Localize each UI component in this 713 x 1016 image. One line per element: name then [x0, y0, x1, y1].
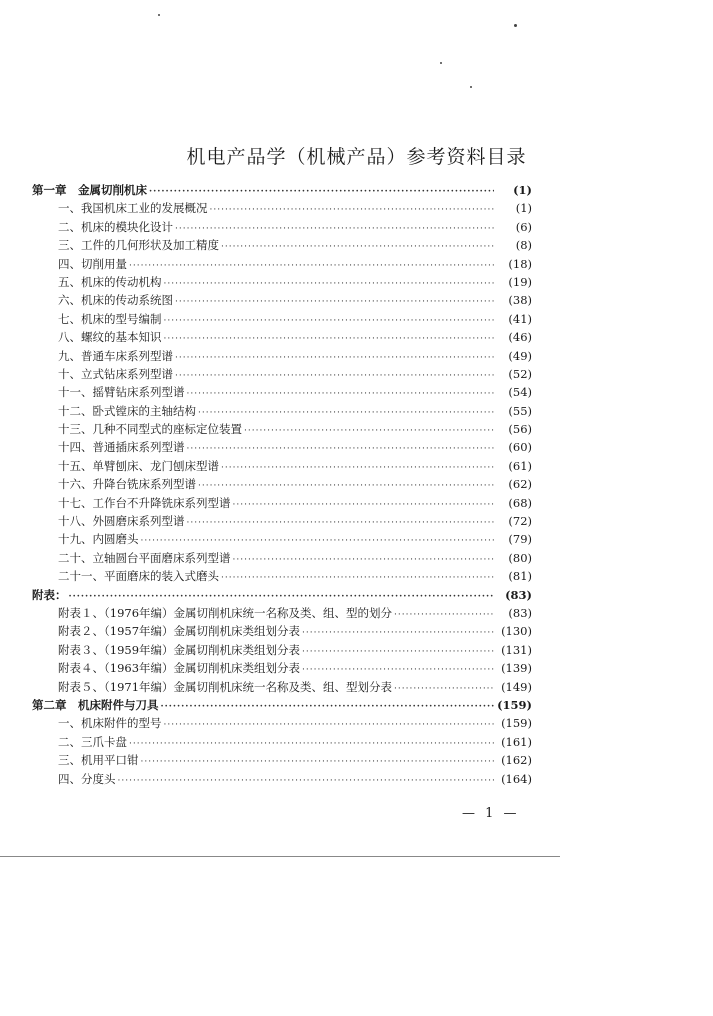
toc-entry-page: (72)	[508, 514, 532, 529]
toc-leader-dots	[221, 242, 494, 252]
page-title: 机电产品学（机械产品）参考资料目录	[186, 146, 527, 168]
toc-entry-page: (19)	[508, 274, 532, 289]
toc-entry	[32, 274, 532, 292]
toc-entry-page: (62)	[508, 477, 532, 492]
toc-entry	[32, 292, 532, 310]
toc-entry-label: 一、机床附件的型号	[58, 716, 162, 731]
toc-leader-dots	[175, 353, 494, 363]
toc-entry-page: (56)	[508, 422, 532, 437]
toc-entry-page: (49)	[508, 348, 532, 363]
table-of-contents	[32, 182, 532, 789]
toc-entry-label: 三、工件的几何形状及加工精度	[58, 238, 219, 253]
toc-entry-page: (46)	[508, 330, 532, 345]
toc-entry-label: 四、分度头	[58, 771, 116, 786]
toc-entry-page: (159)	[501, 716, 532, 731]
toc-entry-page: (159)	[497, 697, 532, 712]
page-number: — 1 —	[462, 806, 520, 821]
toc-entry	[32, 531, 532, 549]
toc-leader-dots	[394, 684, 494, 694]
toc-entry	[32, 587, 532, 605]
toc-entry-page: (83)	[508, 605, 532, 620]
toc-entry	[32, 439, 532, 457]
toc-entry-label: 二十、立轴圆台平面磨床系列型谱	[58, 550, 231, 565]
toc-leader-dots	[175, 297, 494, 307]
scan-speck	[470, 86, 472, 88]
toc-leader-dots	[118, 776, 495, 786]
toc-entry-page: (38)	[508, 293, 532, 308]
toc-leader-dots	[302, 665, 494, 675]
toc-entry-label: 二十一、平面磨床的装入式磨头	[58, 569, 219, 584]
toc-entry	[32, 752, 532, 770]
toc-entry	[32, 623, 532, 641]
toc-leader-dots	[302, 647, 494, 657]
toc-leader-dots	[69, 592, 495, 602]
toc-entry-label: 附表：	[32, 587, 67, 602]
toc-entry	[32, 182, 532, 200]
toc-leader-dots	[187, 518, 495, 528]
toc-entry	[32, 642, 532, 660]
toc-entry-label: 二、机床的模块化设计	[58, 219, 173, 234]
toc-leader-dots	[164, 334, 495, 344]
scan-speck	[514, 24, 517, 27]
toc-leader-dots	[210, 205, 495, 215]
toc-entry-label: 十一、摇臂钻床系列型谱	[58, 385, 185, 400]
toc-leader-dots	[198, 408, 494, 418]
toc-leader-dots	[233, 500, 495, 510]
toc-leader-dots	[187, 444, 495, 454]
toc-entry-page: (1)	[515, 201, 532, 216]
toc-entry	[32, 734, 532, 752]
toc-entry	[32, 237, 532, 255]
scan-speck	[440, 62, 442, 64]
toc-entry-page: (61)	[508, 458, 532, 473]
toc-entry-label: 附表４、（1963年编）金属切削机床类组划分表	[58, 661, 301, 676]
bottom-rule	[0, 856, 560, 857]
toc-entry-label: 第一章 金属切削机床	[32, 183, 147, 197]
toc-entry	[32, 715, 532, 733]
toc-entry	[32, 348, 532, 366]
toc-entry-page: (18)	[508, 256, 532, 271]
toc-entry-label: 十八、外圆磨床系列型谱	[58, 514, 185, 529]
toc-leader-dots	[175, 371, 494, 381]
toc-entry	[32, 384, 532, 402]
toc-leader-dots	[394, 610, 494, 620]
toc-entry	[32, 605, 532, 623]
toc-entry	[32, 329, 532, 347]
toc-leader-dots	[164, 720, 495, 730]
toc-entry-page: (164)	[501, 771, 532, 786]
toc-leader-dots	[175, 224, 494, 234]
toc-entry-page: (79)	[508, 532, 532, 547]
toc-entry-page: (139)	[501, 661, 532, 676]
toc-entry-label: 四、切削用量	[58, 256, 127, 271]
toc-entry	[32, 311, 532, 329]
toc-entry-label: 五、机床的传动机构	[58, 274, 162, 289]
toc-entry-page: (80)	[508, 550, 532, 565]
toc-entry-label: 二、三爪卡盘	[58, 734, 127, 749]
toc-leader-dots	[161, 702, 495, 712]
toc-entry-page: (54)	[508, 385, 532, 400]
toc-entry-label: 六、机床的传动系统图	[58, 293, 173, 308]
toc-entry	[32, 495, 532, 513]
toc-entry-page: (83)	[505, 587, 532, 602]
toc-entry	[32, 771, 532, 789]
toc-leader-dots	[187, 389, 495, 399]
toc-entry	[32, 458, 532, 476]
toc-leader-dots	[129, 739, 494, 749]
toc-leader-dots	[149, 187, 494, 197]
toc-entry-page: (55)	[508, 403, 532, 418]
toc-entry-page: (8)	[515, 238, 532, 253]
toc-entry-page: (60)	[508, 440, 532, 455]
toc-entry-label: 三、机用平口钳	[58, 753, 139, 768]
toc-entry	[32, 421, 532, 439]
toc-leader-dots	[221, 573, 494, 583]
toc-entry	[32, 697, 532, 715]
toc-entry-label: 十六、升降台铣床系列型谱	[58, 477, 196, 492]
toc-entry-page: (149)	[501, 679, 532, 694]
toc-entry-label: 八、螺纹的基本知识	[58, 330, 162, 345]
scan-speck	[158, 14, 160, 16]
toc-leader-dots	[233, 555, 495, 565]
toc-leader-dots	[244, 426, 494, 436]
toc-leader-dots	[141, 757, 495, 767]
toc-entry-label: 附表３、（1959年编）金属切削机床类组划分表	[58, 642, 301, 657]
toc-entry-page: (130)	[501, 624, 532, 639]
toc-leader-dots	[302, 628, 494, 638]
toc-entry	[32, 679, 532, 697]
toc-entry-page: (1)	[513, 183, 532, 197]
toc-entry-label: 十、立式钻床系列型谱	[58, 366, 173, 381]
toc-entry-page: (161)	[501, 734, 532, 749]
toc-entry-page: (162)	[501, 753, 532, 768]
toc-entry-label: 七、机床的型号编制	[58, 311, 162, 326]
toc-entry-page: (131)	[501, 642, 532, 657]
toc-leader-dots	[141, 536, 495, 546]
toc-entry-label: 附表１、（1976年编）金属切削机床统一名称及类、组、型的划分	[58, 605, 393, 620]
toc-leader-dots	[164, 279, 495, 289]
toc-entry	[32, 403, 532, 421]
toc-entry	[32, 513, 532, 531]
toc-leader-dots	[221, 463, 494, 473]
toc-entry-label: 十二、卧式镗床的主轴结构	[58, 403, 196, 418]
toc-entry-label: 一、我国机床工业的发展概况	[58, 201, 208, 216]
toc-entry-page: (81)	[508, 569, 532, 584]
toc-entry-label: 十五、单臂刨床、龙门刨床型谱	[58, 458, 219, 473]
toc-entry	[32, 256, 532, 274]
toc-entry-label: 十四、普通插床系列型谱	[58, 440, 185, 455]
toc-entry	[32, 219, 532, 237]
toc-entry	[32, 476, 532, 494]
toc-entry-page: (68)	[508, 495, 532, 510]
toc-entry-page: (41)	[508, 311, 532, 326]
toc-entry-label: 第二章 机床附件与刀具	[32, 697, 159, 712]
toc-leader-dots	[198, 481, 494, 491]
toc-entry-page: (52)	[508, 366, 532, 381]
toc-entry-page: (6)	[515, 219, 532, 234]
toc-entry-label: 十七、工作台不升降铣床系列型谱	[58, 495, 231, 510]
toc-leader-dots	[164, 316, 495, 326]
toc-leader-dots	[129, 261, 494, 271]
toc-entry	[32, 660, 532, 678]
toc-entry-label: 附表５、（1971年编）金属切削机床统一名称及类、组、型划分表	[58, 679, 393, 694]
toc-entry-label: 九、普通车床系列型谱	[58, 348, 173, 363]
toc-entry	[32, 200, 532, 218]
toc-entry	[32, 568, 532, 586]
toc-entry	[32, 550, 532, 568]
toc-entry-label: 十九、内圆磨头	[58, 532, 139, 547]
toc-entry	[32, 366, 532, 384]
toc-entry-label: 附表２、（1957年编）金属切削机床类组划分表	[58, 624, 301, 639]
toc-entry-label: 十三、几种不同型式的座标定位装置	[58, 422, 242, 437]
